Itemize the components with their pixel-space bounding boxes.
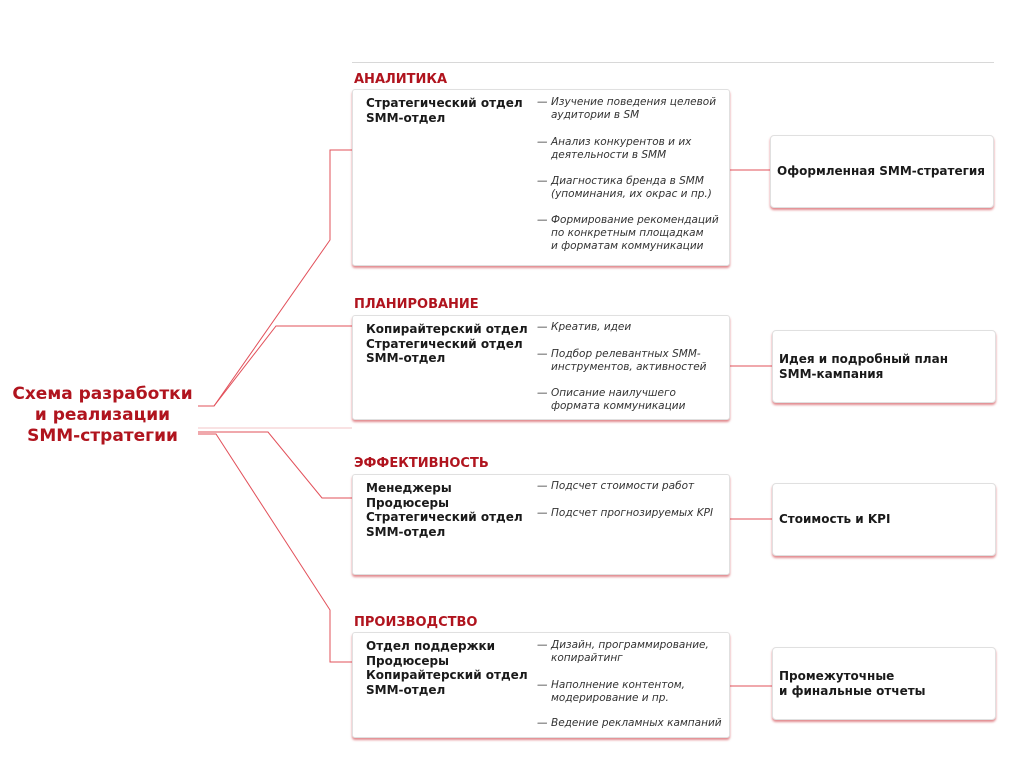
task-line: деятельности в SMM xyxy=(551,149,667,161)
actor: Стратегический отдел xyxy=(366,96,523,110)
task-line: Диагностика бренда в SMM xyxy=(551,175,704,187)
task-item xyxy=(537,480,731,493)
result-line: и финальные отчеты xyxy=(779,683,926,698)
main-title-line: SMM-стратегии xyxy=(27,426,178,446)
task-line: аудитории в SM xyxy=(551,109,640,121)
actor: Менеджеры xyxy=(366,481,452,495)
section-title-analytics: АНАЛИТИКА xyxy=(354,72,448,87)
task-line: Подсчет стоимости работ xyxy=(551,480,695,492)
result-box-analytics xyxy=(770,135,994,208)
section-title-efficiency: ЭФФЕКТИВНОСТЬ xyxy=(354,456,489,471)
task-item xyxy=(537,321,731,334)
task-line: инструментов, активностей xyxy=(551,361,707,373)
result-box-planning xyxy=(772,330,996,403)
main-title-line: и реализации xyxy=(34,405,171,425)
dash: — xyxy=(537,639,548,651)
section-box-analytics xyxy=(352,89,730,266)
actor: Копирайтерский отдел xyxy=(366,668,528,682)
task-line: Изучение поведения целевой xyxy=(551,96,717,108)
task-line: по конкретным площадкам xyxy=(551,227,704,239)
actor: Продюсеры xyxy=(366,653,449,668)
dash: — xyxy=(537,96,548,108)
actors-list xyxy=(366,639,534,697)
task-line: формата коммуникации xyxy=(551,400,686,412)
task-item xyxy=(537,717,731,730)
actor: Стратегический отдел xyxy=(366,336,523,351)
task-line: Дизайн, программирование, xyxy=(551,639,709,651)
task-item xyxy=(537,136,731,162)
task-item xyxy=(537,96,731,122)
result-box-production xyxy=(772,647,996,720)
section-box-efficiency xyxy=(352,474,730,575)
main-title xyxy=(0,384,205,447)
task-item xyxy=(537,639,731,665)
top-rule xyxy=(352,62,994,63)
actor: SMM-отдел xyxy=(366,682,446,697)
actors-list xyxy=(366,481,534,539)
dash: — xyxy=(537,175,548,187)
result-box-efficiency xyxy=(772,483,996,556)
actor: SMM-отдел xyxy=(366,351,446,365)
task-line: модерирование и пр. xyxy=(551,692,669,704)
dash: — xyxy=(537,717,548,729)
section-box-planning xyxy=(352,315,730,420)
task-item xyxy=(537,507,731,520)
task-line: и форматам коммуникации xyxy=(551,240,704,252)
actor: SMM-отдел xyxy=(366,110,446,125)
actors-list xyxy=(366,96,534,125)
result-line: Оформленная SMM-стратегия xyxy=(777,164,985,179)
dash: — xyxy=(537,679,548,691)
task-line: Подбор релевантных SMM- xyxy=(551,348,701,360)
result-line: SMM-кампания xyxy=(779,366,884,381)
dash: — xyxy=(537,387,548,399)
actor: Стратегический отдел xyxy=(366,510,523,524)
task-line: Описание наилучшего xyxy=(551,387,676,399)
task-line: Ведение рекламных кампаний xyxy=(551,717,722,729)
actors-list xyxy=(366,322,534,366)
task-line: Креатив, идеи xyxy=(551,321,632,333)
result-line: Стоимость и KPI xyxy=(779,512,891,527)
task-item xyxy=(537,387,731,413)
task-item xyxy=(537,679,731,705)
section-box-production xyxy=(352,632,730,738)
actor: SMM-отдел xyxy=(366,524,446,539)
section-title-production: ПРОИЗВОДСТВО xyxy=(354,615,478,630)
main-title-line: Схема разработки xyxy=(12,384,193,404)
task-item xyxy=(537,348,731,374)
dash: — xyxy=(537,507,548,519)
task-line: Формирование рекомендаций xyxy=(551,214,719,226)
dash: — xyxy=(537,136,548,148)
dash: — xyxy=(537,214,548,226)
actor: Копирайтерский отдел xyxy=(366,322,528,336)
dash: — xyxy=(537,348,548,360)
task-line: Анализ конкурентов и их xyxy=(551,136,692,148)
task-line: Подсчет прогнозируемых KPI xyxy=(551,507,714,519)
task-line: копирайтинг xyxy=(551,652,623,664)
task-line: Наполнение контентом, xyxy=(551,679,686,691)
dash: — xyxy=(537,321,548,333)
task-item xyxy=(537,214,731,253)
actor: Продюсеры xyxy=(366,495,449,510)
result-line: Промежуточные xyxy=(779,669,895,683)
result-line: Идея и подробный план xyxy=(779,352,948,366)
actor: Отдел поддержки xyxy=(366,639,496,653)
task-item xyxy=(537,175,731,201)
section-title-planning: ПЛАНИРОВАНИЕ xyxy=(354,297,479,312)
dash: — xyxy=(537,480,548,492)
task-line: (упоминания, их окрас и пр.) xyxy=(551,188,712,200)
